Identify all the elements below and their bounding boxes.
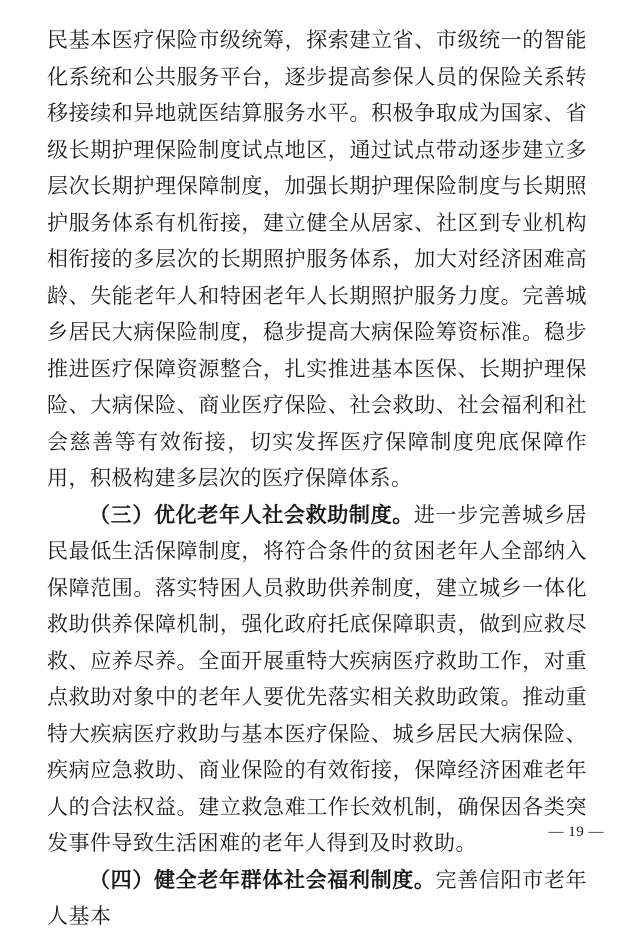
- section-text-3: 进一步完善城乡居民最低生活保障制度，将符合条件的贫困老年人全部纳入保障范围。落实特困人员救助供养制度，建立城乡一体化救助供养保障机制，强化政府托底保障职责，做到应救尽救、应养尽养。全面开展重特大疾病医疗救助工作，对重点救助对象中的老年人要优先落实相关救助政策。推动重特大疾病医疗救助与基本医疗保险、城乡居民大病保险、疾病应急救助、商业保险的有效衔接，保障经济困难老年人的合法权益。建立救急难工作长效机制，确保因各类突发事件导致生活困难的老年人得到及时救助。: [47, 502, 588, 855]
- page-number: — 19 —: [548, 824, 604, 840]
- section-text-4: 完善信阳市老年人基本: [47, 867, 588, 928]
- paragraph-social-assistance: [47, 497, 587, 862]
- paragraph-medical-insurance: 民基本医疗保险市级统筹，探索建立省、市级统一的智能化系统和公共服务平台，逐步提高参保人员的保险关系转移接续和异地就医结算服务水平。积极争取成为国家、省级长期护理保险制度试点地区，通过试点带动逐步建立多层次长期护理保障制度，加强长期护理保险制度与长期照护服务体系有机衔接，建立健全从居家、社区到专业机构相衔接的多层次的长期照护服务体系，加大对经济困难高龄、失能老年人和特困老年人长期照护服务力度。完善城乡居民大病保险制度，稳步提高大病保险筹资标准。稳步推进医疗保障资源整合，扎实推进基本医保、长期护理保险、大病保险、商业医疗保险、社会救助、社会福利和社会慈善等有效衔接，切实发挥医疗保障制度兜底保障作用，积极构建多层次的医疗保障体系。: [47, 28, 587, 490]
- section-heading-3: （三）优化老年人社会救助制度。: [89, 502, 414, 527]
- paragraph-social-welfare: [47, 862, 587, 935]
- body-text: [47, 22, 587, 935]
- section-heading-4: （四）健全老年群体社会福利制度。: [89, 867, 436, 892]
